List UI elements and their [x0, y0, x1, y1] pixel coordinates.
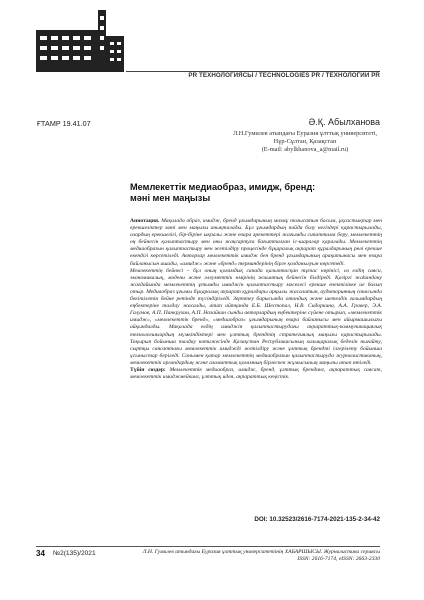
keywords-label: Түйін сөздер:: [130, 366, 166, 373]
title-line: мәні мен маңызы: [130, 192, 211, 203]
abstract-label: Аннотация.: [130, 218, 160, 224]
journal-issn: ISSN: 2616-7174, eISSN: 2663-2330: [297, 556, 380, 563]
footer-rule: [36, 546, 380, 547]
author-affiliation: [230, 130, 380, 155]
body-paragraph: Мемлекеттің бейнесі – бұл оның қоғамдық санада қалыптасқан тұтас көрінісі, ол елдің саяси, экономикалық, мәдени және әлеуметтік өмірінің жиынтық бейнесін білдіреді. Қазіргі жаһандану жағдайында мемлекеттің ұтымды имиджін қалыптастыру мәселесі ерекше өзектілікке ие болып отыр. Медиаобраз ұғымы бұқаралық ақпарат құралдары арқылы жасалатын, аудиторияның санасында бекітілетін бейне ретінде түсіндіріледі. Зерттеу барысында отандық және шетелдік ғалымдардың еңбектеріне талдау жасалды, атап айтқанда Е.Б. Шестопал, Н.В. Сидоркина, А.А. Гравер, Э.А. Галумов, А.П. Панкрухин, А.П. Назайкин сынды авторлардың еңбектеріне сүйене отырып, «мемлекеттік имидж», «мемлекеттік бренд», «медиаобраз» ұғымдарының өзара байланысы мен айырмашылығы айқындалды. Мақалада елдің имиджін қалыптастырудағы ақпараттық-коммуникациялық технологиялардың мүмкіндіктері мен ұлттық брендтің стратегиялық маңызы қарастырылады. Тақырып бойынша талдау нәтижесінде Қазақстан Республикасының халықаралық беделін нығайту, сыртқы саясаттағы мемлекеттік имиджді жетілдіру және ұлттық брендті ілгерілету бойынша ұсыныстар беріледі. Сонымен қатар мемлекеттің медиаобразын қалыптастыруда журналистиканың, мемлекеттік органдардың және азаматтық қоғамның бірлескен жұмысының маңызы атап өтіледі.: [130, 267, 382, 366]
keywords-paragraph: [130, 367, 382, 381]
doi: DOI: 10.32523/2616-7174-2021-135-2-34-42: [254, 516, 380, 523]
affiliation-email: (E-mail: abylkhanova_a@mail.ru): [261, 146, 349, 154]
journal-name: Л.Н. Гумилев атындағы Еуразия ұлттық университетінің ХАБАРШЫСЫ. Журналистика сериясы: [142, 549, 380, 555]
author-name: Ә.Қ. Абылханова: [308, 117, 380, 127]
affiliation-line: Л.Н.Гумилев атындағы Еуразия ұлттық университеті,: [232, 130, 378, 137]
affiliation-line: Нұр-Сұлтан, Қазақстан: [273, 138, 337, 146]
abstract-paragraph: [130, 218, 382, 268]
title-line: Мемлекеттік медиаобраз, имидж, бренд:: [130, 182, 316, 192]
university-building-logo: [36, 10, 124, 72]
abstract-text: Мақалада образ, имидж, бренд ұғымдарының мазмұ тоғысатын басым, ұқсастықтар мен ерекшеліктер мәні мен маңызы анықталады. Бұл ұғымдардың пайда болу негіздері қарастырылады, олардың ерекшелігі, бір-біріне ықпалы және өзара әрекеттері жағымды сипаттама беру, мемлекеттің оң бейнесін қалыптастыру мен оны жақсартуға бағытталған іс-шаралар қаралады. Мемлекеттің медиаобразын қалыптастыру мен жетілдіру процесінде бұқаралық ақпарат құралдарының рөлі ерекше екендігі көрсетіледі. Авторлар мемлекеттік имидж бен бренд ұғымдарының арақатынасы мен өзара байланысын ашады, «имидж» және «бренд» терминдерінің бірге қолданылуын көрсетеді.: [130, 218, 382, 267]
running-header: PR ТЕХНОЛОГИЯСЫ / TECHNOLOGIES PR / ТЕХНОЛОГИИ PR: [188, 72, 380, 79]
irstea-code: ҒТАМР 19.41.07: [37, 119, 91, 128]
article-title: [130, 182, 315, 204]
journal-info: [143, 549, 380, 563]
page-number: 34: [36, 549, 45, 558]
issue-number: №2(135)/2021: [53, 550, 96, 557]
keywords-text: Мемлекеттік медиаобраз, имидж, бренд, ұлттық брендинг, ақпараттық саясат, мемлекеттік имиджмейкинг, ұлттық идея, ақпараттық кеңістік.: [130, 366, 383, 381]
article-abstract-block: [130, 218, 382, 381]
